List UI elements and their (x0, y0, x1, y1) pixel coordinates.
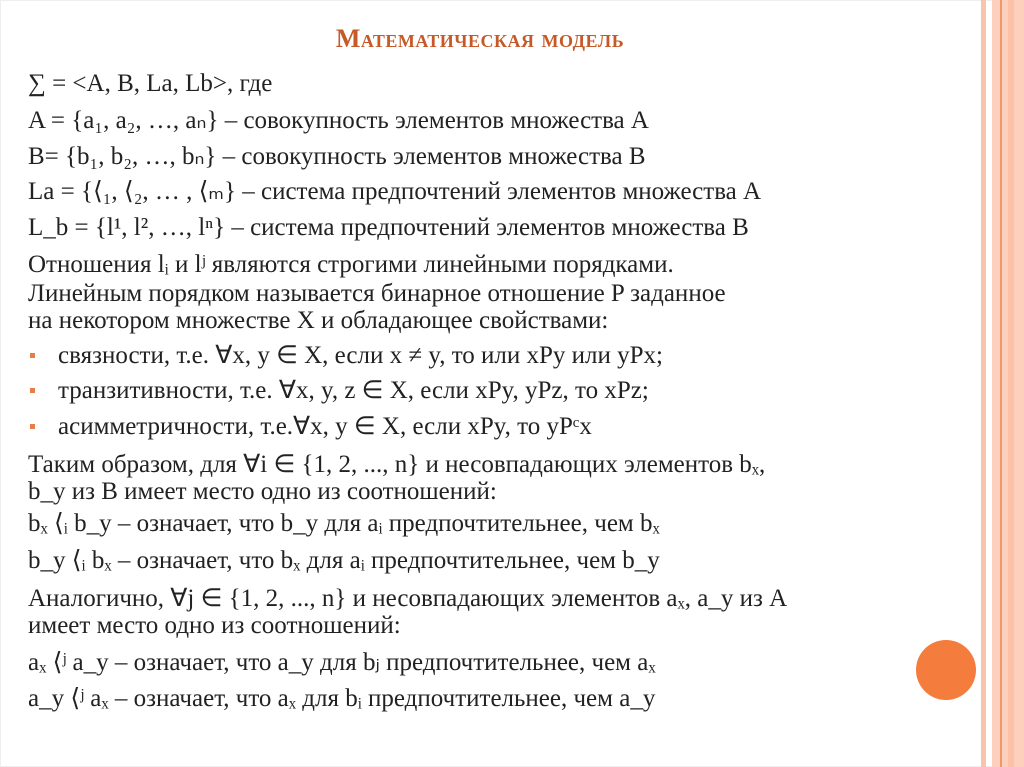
text-line: b_y ⟨ᵢ bₓ – означает, что bₓ для aᵢ предпочтительнее, чем b_y (28, 547, 660, 574)
text-line: Отношения lᵢ и lʲ являются строгими линейными порядками. (28, 251, 674, 278)
text-line: имеет место одно из соотношений: (28, 612, 401, 639)
text-line: Таким образом, для ∀i ∈ {1, 2, ..., n} и несовпадающих элементов bₓ, (28, 451, 766, 478)
bullet-icon (30, 424, 35, 429)
bullet-icon (30, 388, 35, 393)
text-line: bₓ ⟨ᵢ b_y – означает, что b_y для aᵢ предпочтительнее, чем bₓ (28, 510, 660, 537)
text-line: L_b = {l¹, l², …, lⁿ} – система предпочтений элементов множества В (28, 214, 749, 241)
bullet-icon (30, 353, 35, 358)
text-line: La = {⟨₁, ⟨₂, … , ⟨ₘ} – система предпочтений элементов множества А (28, 178, 762, 205)
text-line: Аналогично, ∀j ∈ {1, 2, ..., n} и несовпадающих элементов aₓ, a_y из А (28, 585, 788, 612)
text-line: ∑ = <A, B, La, Lb>, где (28, 70, 273, 97)
decor-circle (916, 640, 976, 700)
text-line: aₓ ⟨ʲ a_y – означает, что a_y для bⱼ предпочтительнее, чем aₓ (28, 649, 656, 676)
decor-stripe (1008, 0, 1014, 767)
text-line: на некотором множестве X и обладающее свойствами: (28, 307, 609, 334)
bullet-item: асимметричности, т.е.∀x, y ∈ X, если xPy, то yPᶜx (58, 413, 592, 441)
text-line: a_y ⟨ʲ aₓ – означает, что aₓ для bᵢ предпочтительнее, чем a_y (28, 685, 656, 712)
slide-title: Математическая модель (335, 24, 625, 53)
bullet-item: транзитивности, т.е. ∀x, y, z ∈ X, если xPy, yPz, то xPz; (58, 377, 649, 405)
decor-stripe (1000, 0, 1002, 767)
text-line: A = {a₁, a₂, …, aₙ} – совокупность элементов множества А (28, 107, 649, 134)
text-line: Линейным порядком называется бинарное отношение P заданное (28, 280, 726, 307)
bullet-item: связности, т.е. ∀x, y ∈ X, если x ≠ y, то или xPy или yPx; (58, 342, 663, 370)
decor-stripe (981, 0, 986, 767)
text-line: B= {b₁, b₂, …, bₙ} – совокупность элементов множества В (28, 143, 646, 170)
text-line: b_y из В имеет место одно из соотношений: (28, 478, 497, 505)
